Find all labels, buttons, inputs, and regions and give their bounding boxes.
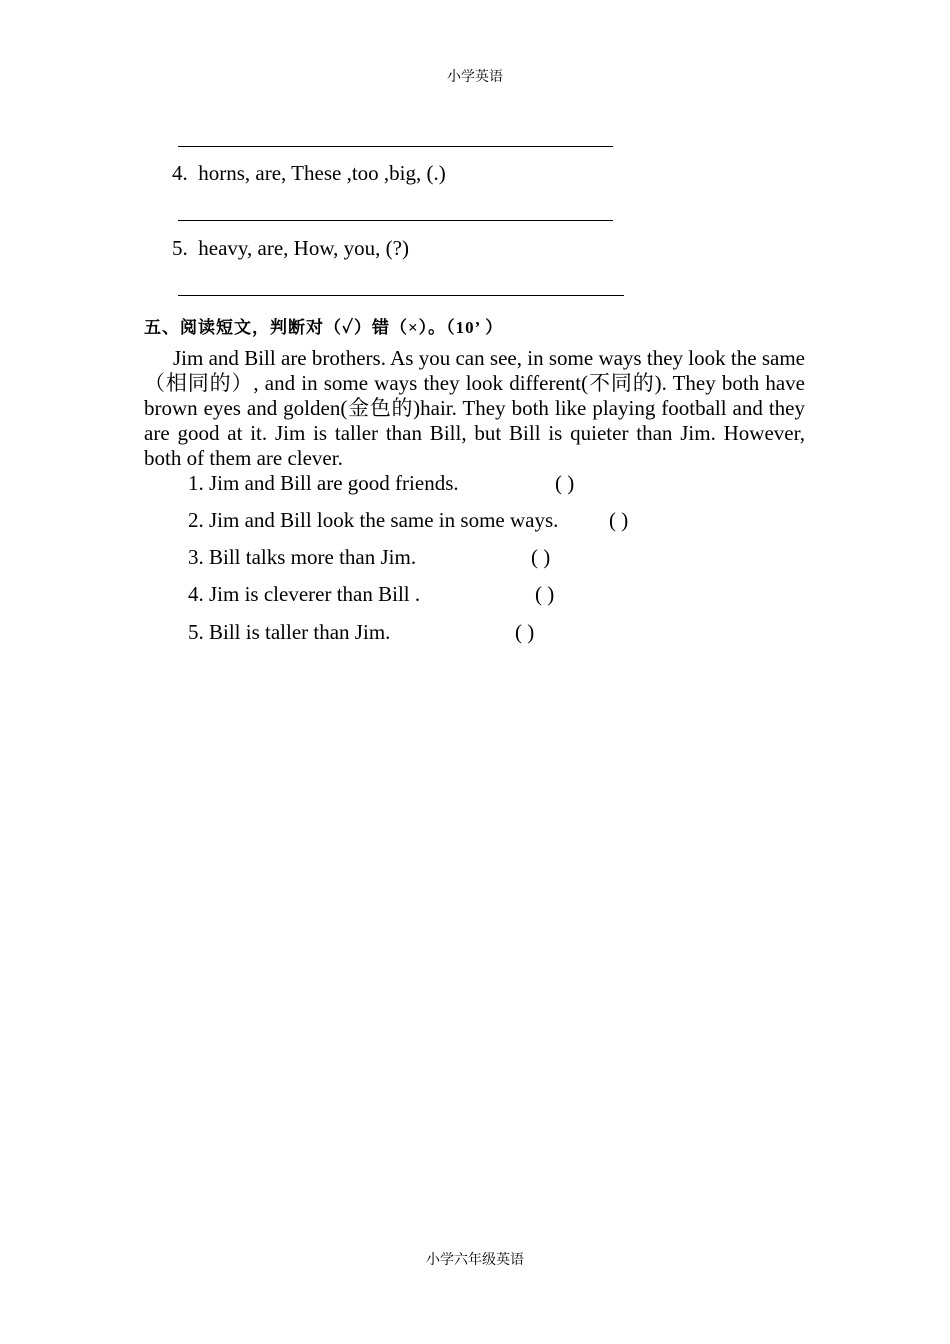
statement-3: 3. Bill talks more than Jim. (188, 545, 417, 569)
reading-passage: Jim and Bill are brothers. As you can see, in some ways they look the same（相同的）, and in some ways they look different(不同的). They both have brown eyes and golden(金色的)hair. They both like playing football and they are good at it. Jim is taller than Bill, but Bill is quieter than Jim. However, both of them are clever. (144, 346, 805, 470)
answer-line (178, 146, 613, 147)
page-header: 小学英语 (447, 70, 503, 85)
question-number: 5. (172, 236, 188, 260)
page-footer: 小学六年级英语 (426, 1253, 524, 1268)
answer-blank[interactable]: ( ) (609, 508, 629, 532)
answer-line (178, 295, 624, 296)
statement-5: 5. Bill is taller than Jim. (188, 620, 391, 644)
question-words: heavy, are, How, you, (?) (198, 236, 409, 260)
question-words: horns, are, These ,too ,big, (.) (198, 161, 446, 185)
answer-line (178, 220, 613, 221)
answer-blank[interactable]: ( ) (515, 620, 535, 644)
statement-1: 1. Jim and Bill are good friends. (188, 471, 459, 495)
answer-blank[interactable]: ( ) (535, 582, 555, 606)
reading-section-title: 五、阅读短文，判断对（✓）错（×）。（10’ ） (144, 318, 504, 337)
answer-blank[interactable]: ( ) (531, 545, 551, 569)
answer-blank[interactable]: ( ) (555, 471, 575, 495)
statement-2: 2. Jim and Bill look the same in some ways. (188, 508, 559, 532)
statement-4: 4. Jim is cleverer than Bill . (188, 582, 421, 606)
ordering-question-5 (172, 236, 409, 261)
ordering-question-4 (172, 161, 446, 186)
question-number: 4. (172, 161, 188, 185)
